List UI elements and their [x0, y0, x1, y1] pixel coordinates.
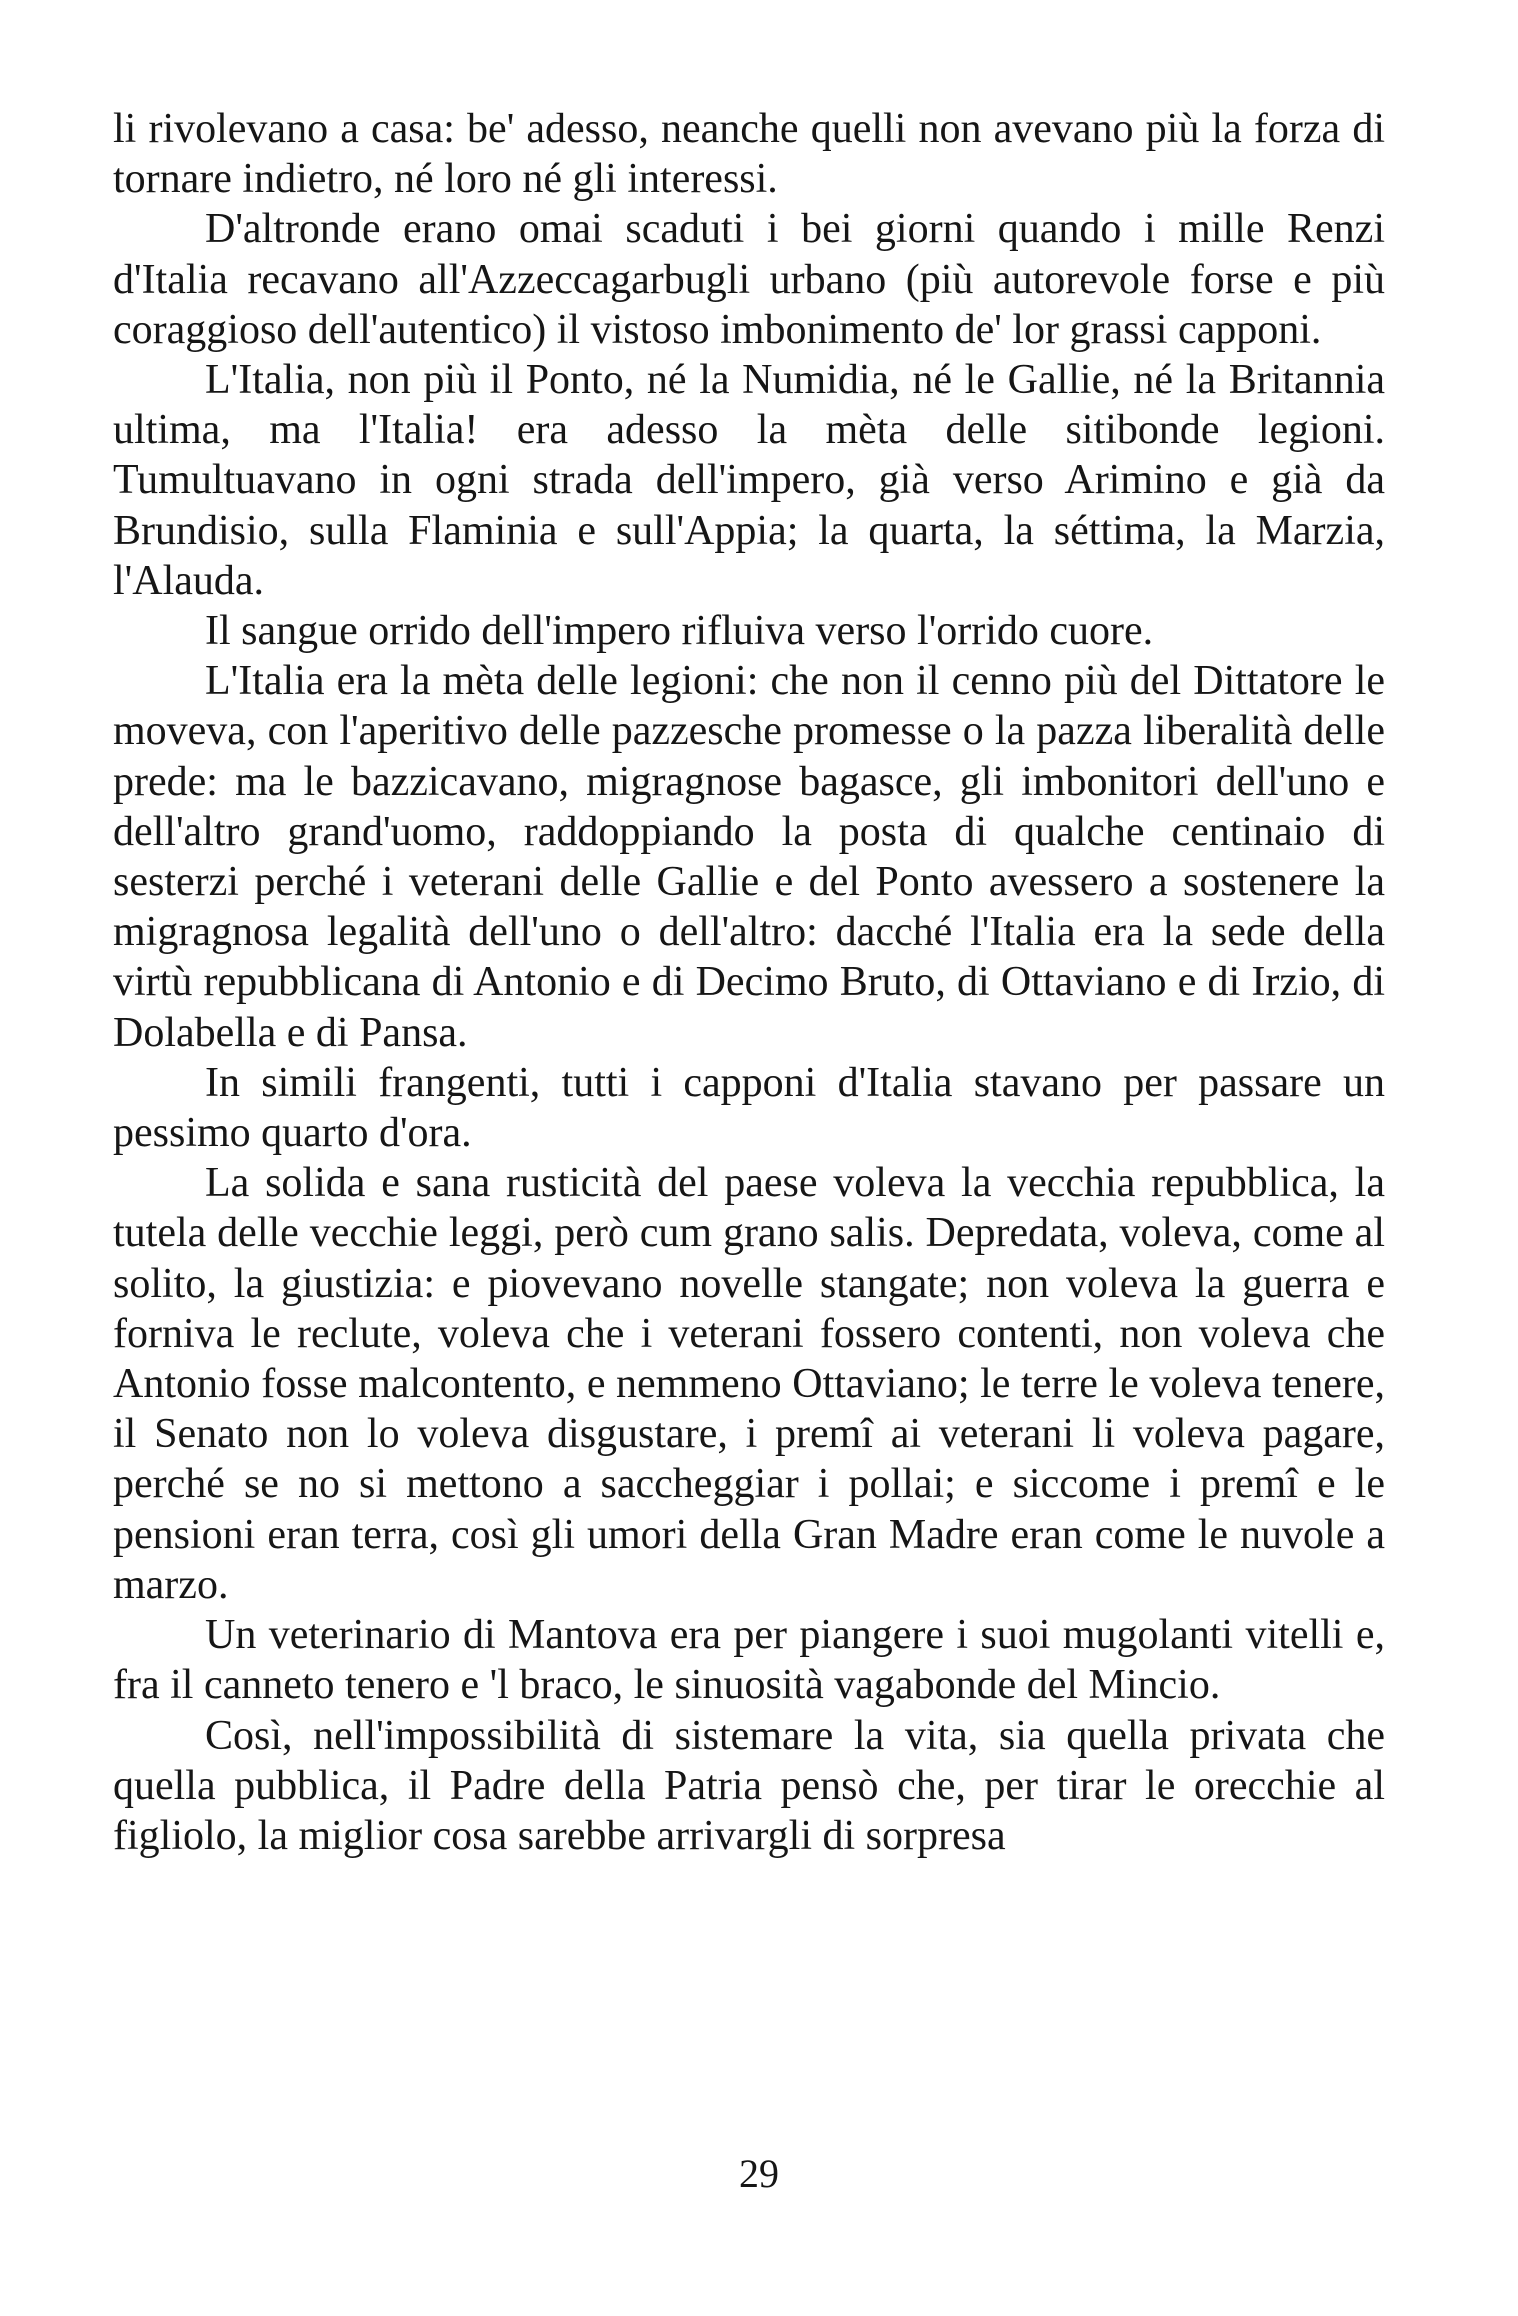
paragraph: La solida e sana rusticità del paese voleva la vecchia repubblica, la tutela delle vecchie leggi, però cum grano salis. Depredata, voleva, come al solito, la giustizia: e piovevano novelle stangate; non voleva la guerra e forniva le reclute, voleva che i veterani fossero contenti, non voleva che Antonio fosse malcontento, e nemmeno Ottaviano; le terre le voleva tenere, il Senato non lo voleva disgustare, i premî ai veterani li voleva pagare, perché se no si mettono a saccheggiar i pollai; e siccome i premî e le pensioni eran terra, così gli umori della Gran Madre eran come le nuvole a marzo.	[113, 1160, 1385, 1608]
text-body	[113, 104, 1385, 1861]
paragraph: Così, nell'impossibilità di sistemare la vita, sia quella privata che quella pubblica, il Padre della Patria pensò che, per tirar le orecchie al figliolo, la miglior cosa sarebbe arrivargli di sorpresa	[113, 1712, 1385, 1859]
paragraph: Un veterinario di Mantova era per piangere i suoi mugolanti vitelli e, fra il canneto tenero e 'l braco, le sinuosità vagabonde del Mincio.	[113, 1612, 1385, 1709]
paragraph: D'altronde erano omai scaduti i bei giorni quando i mille Renzi d'Italia recavano all'Azzeccagarbugli urbano (più autorevole forse e più coraggioso dell'autentico) il vistoso imbonimento de' lor grassi capponi.	[113, 206, 1385, 353]
paragraph: L'Italia, non più il Ponto, né la Numidia, né le Gallie, né la Britannia ultima, ma l'Italia! era adesso la mèta delle sitibonde legioni. Tumultuavano in ogni strada dell'impero, già verso Arimino e già da Brundisio, sulla Flaminia e sull'Appia; la quarta, la séttima, la Marzia, l'Alauda.	[113, 357, 1385, 604]
paragraph: In simili frangenti, tutti i capponi d'Italia stavano per passare un pessimo quarto d'ora.	[113, 1059, 1385, 1157]
paragraph-continued: li rivolevano a casa: be' adesso, neanche quelli non avevano più la forza di tornare indietro, né loro né gli interessi.	[113, 106, 1385, 203]
page-number: 29	[739, 2151, 779, 2196]
paragraph: Il sangue orrido dell'impero rifluiva verso l'orrido cuore.	[205, 608, 1154, 655]
paragraph: L'Italia era la mèta delle legioni: che non il cenno più del Dittatore le moveva, con l'aperitivo delle pazzesche promesse o la pazza liberalità delle prede: ma le bazzicavano, migragnose bagasce, gli imbonitori dell'uno e dell'altro grand'uomo, raddoppiando la posta di qualche centinaio di sesterzi perché i veterani delle Gallie e del Ponto avessero a sostenere la migragnosa legalità dell'uno o dell'altro: dacché l'Italia era la sede della virtù repubblicana di Antonio e di Decimo Bruto, di Ottaviano e di Irzio, di Dolabella e di Pansa.	[113, 658, 1385, 1056]
